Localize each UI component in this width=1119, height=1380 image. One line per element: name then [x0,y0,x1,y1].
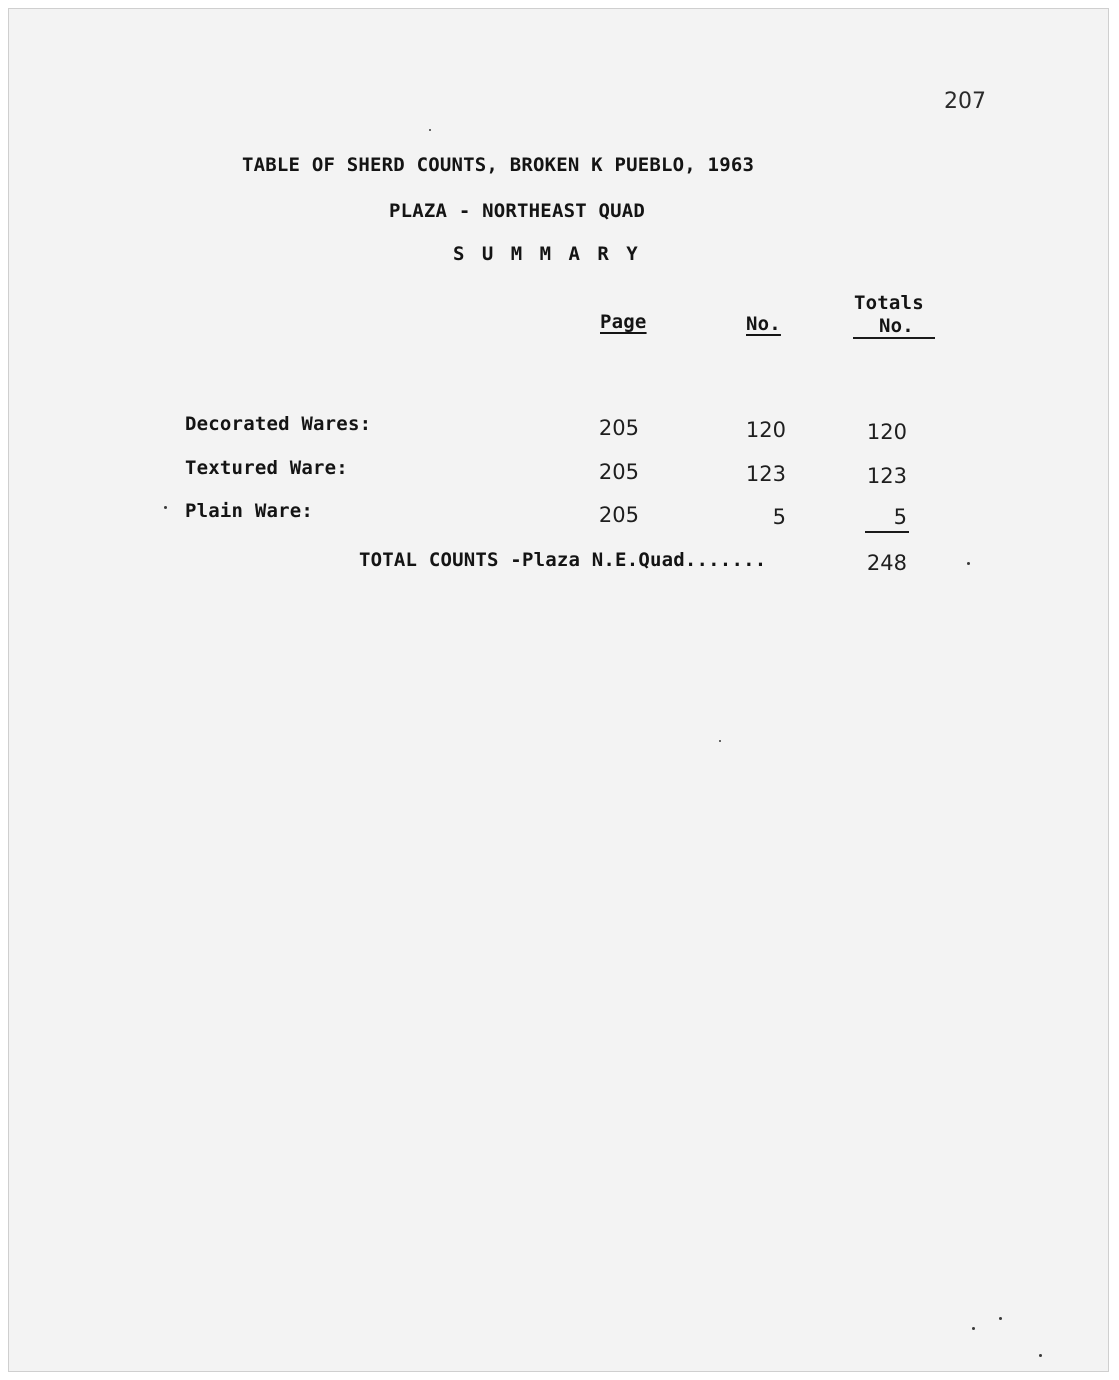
page-number: 207 [944,89,986,114]
row-total: 123 [866,464,907,488]
row-label: Decorated Wares: [185,413,372,435]
scan-speck [1039,1354,1042,1357]
row-label: Textured Ware: [185,457,348,479]
row-no: 120 [745,418,786,442]
document-subtitle: PLAZA - NORTHEAST QUAD [389,200,646,222]
section-heading: S U M M A R Y [453,243,641,265]
row-page: 205 [598,416,639,440]
row-total: 5 [893,505,907,529]
scan-speck [719,740,721,742]
column-header-totals: Totals [854,292,924,314]
row-total: 120 [866,420,907,444]
document-title: TABLE OF SHERD COUNTS, BROKEN K PUEBLO, 1963 [242,154,755,176]
totals-header-rule [853,337,935,339]
column-header-totals-no: No. [879,315,914,337]
total-label: TOTAL COUNTS -Plaza N.E.Quad....... [359,549,767,571]
column-header-page: Page [600,311,647,333]
scan-speck [972,1327,975,1330]
scan-speck [429,129,431,131]
row-page: 205 [598,503,639,527]
column-header-no: No. [746,313,781,335]
subtotal-rule [865,531,909,533]
total-value: 248 [866,551,907,575]
row-label: Plain Ware: [185,500,314,522]
row-page: 205 [598,460,639,484]
scan-speck [967,562,970,565]
document-page [8,8,1109,1372]
row-no: 5 [772,505,786,529]
scan-speck [164,506,167,509]
row-no: 123 [745,462,786,486]
scan-speck [999,1317,1002,1320]
